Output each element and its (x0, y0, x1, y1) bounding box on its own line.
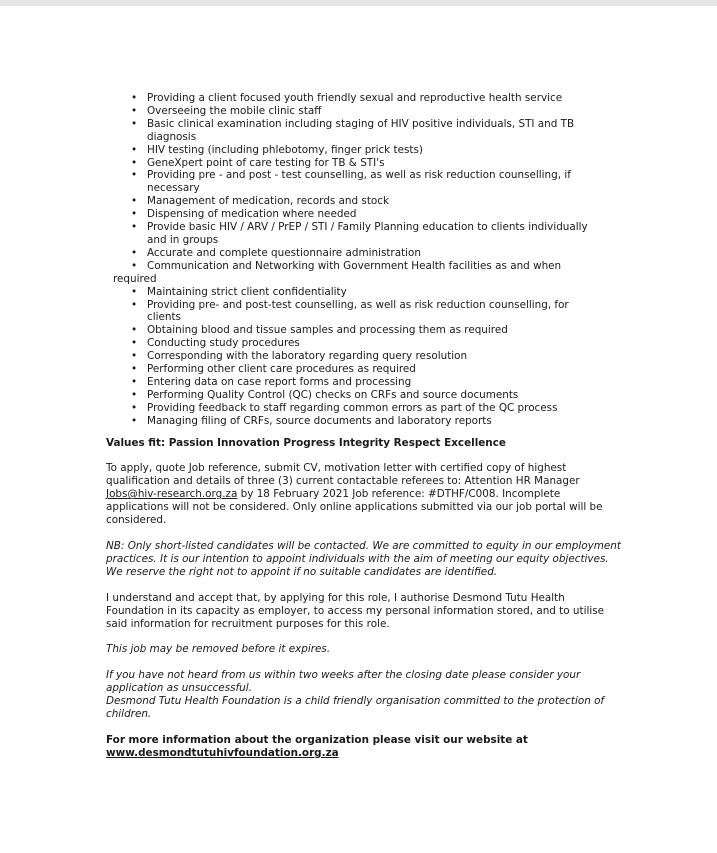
duty-item (106, 92, 626, 105)
bullet-icon: • (131, 337, 138, 350)
apply-text-before: To apply, quote Job reference, submit CV, motivation letter with certified copy of highest qualification and details of three (3) current contactable referees to: Attention HR Manager (106, 462, 580, 488)
duty-text: GeneXpert point of care testing for TB & STI's (147, 156, 385, 169)
duty-item (106, 144, 626, 157)
duty-text: Maintaining strict client confidentiality (147, 285, 347, 298)
nb-notice: NB: Only short-listed candidates will be contacted. We are committed to equity in our employment practices. It is our intention to appoint individuals with the aim of meeting our equity objectives. We reserve the right not to appoint if no suitable candidates are identified. (106, 540, 621, 578)
removal-notice: This job may be removed before it expires. (106, 643, 331, 656)
duty-item (106, 105, 626, 118)
duty-text-continued: diagnosis (147, 130, 197, 143)
job-document (106, 92, 626, 760)
more-info-text: For more information about the organization please visit our website at (106, 733, 528, 746)
bullet-icon: • (131, 143, 138, 156)
bullet-icon: • (131, 401, 138, 414)
duty-item (106, 195, 626, 208)
duty-item (106, 389, 626, 402)
duty-text: HIV testing (including phlebotomy, finger prick tests) (147, 143, 423, 156)
duty-text: Performing other client care procedures as required (147, 363, 416, 376)
duty-text: Corresponding with the laboratory regarding query resolution (147, 350, 468, 363)
duty-item (106, 286, 626, 299)
bullet-icon: • (131, 221, 138, 234)
bullet-icon: • (131, 324, 138, 337)
duty-text: Accurate and complete questionnaire administration (147, 246, 421, 259)
duty-text: Performing Quality Control (QC) checks on CRFs and source documents (147, 388, 519, 401)
bullet-icon: • (131, 92, 138, 104)
duty-text-continued: necessary (147, 182, 200, 195)
apply-text-after: by 18 February 2021 Job reference: #DTHF/C008. Incomplete applications will not be considered. Only online applications submitted via our job portal will be considered. (106, 488, 603, 527)
bullet-icon: • (131, 298, 138, 311)
duty-item (106, 221, 626, 247)
consent-statement: I understand and accept that, by applying for this role, I authorise Desmond Tutu Health Foundation in its capacity as employer, to access my personal information stored, and to utilise said information for recruitment purposes for this role. (106, 591, 605, 630)
duty-text: Providing pre- and post-test counselling, as well as risk reduction counselling, for (147, 298, 569, 311)
duty-text: Entering data on case report forms and processing (147, 375, 412, 388)
bullet-icon: • (131, 388, 138, 401)
not-heard-notice: If you have not heard from us within two weeks after the closing date please consider your application as unsuccessful. (106, 669, 581, 695)
duty-item (106, 169, 626, 195)
duty-text-continued: clients (147, 311, 181, 324)
bullet-icon: • (131, 259, 138, 272)
child-friendly-statement: Desmond Tutu Health Foundation is a child friendly organisation committed to the protection of children. (106, 695, 605, 721)
bullet-icon: • (131, 169, 138, 182)
apply-instructions (106, 462, 626, 527)
bullet-icon: • (131, 195, 138, 208)
duty-text: Providing pre - and post - test counselling, as well as risk reduction counselling, if (147, 169, 571, 182)
duty-text-continued: and in groups (147, 233, 219, 246)
duty-item (106, 208, 626, 221)
duty-text: Providing feedback to staff regarding common errors as part of the QC process (147, 401, 558, 414)
duty-item (106, 350, 626, 363)
bullet-icon: • (131, 363, 138, 376)
duty-item (106, 247, 626, 260)
duty-text: Basic clinical examination including staging of HIV positive individuals, STI and TB (147, 117, 575, 130)
duty-item (106, 402, 626, 415)
website-link[interactable]: www.desmondtutuhivfoundation.org.za (106, 746, 339, 759)
duty-item (106, 324, 626, 337)
bullet-icon: • (131, 285, 138, 298)
bullet-icon: • (131, 246, 138, 259)
duty-item (106, 260, 626, 286)
duty-text: Conducting study procedures (147, 337, 300, 350)
duties-list (106, 92, 626, 428)
duty-text: Providing a client focused youth friendly sexual and reproductive health service (147, 92, 563, 104)
more-info (106, 734, 626, 760)
duty-item (106, 337, 626, 350)
duty-item (106, 376, 626, 389)
duty-item (106, 415, 626, 428)
duty-item (106, 118, 626, 144)
bullet-icon: • (131, 375, 138, 388)
bullet-icon: • (131, 350, 138, 363)
top-bar (0, 0, 717, 6)
duty-item (106, 363, 626, 376)
bullet-icon: • (131, 104, 138, 117)
duty-item (106, 157, 626, 170)
values-fit: Values fit: Passion Innovation Progress Integrity Respect Excellence (106, 436, 506, 449)
hr-email-link[interactable]: Jobs@hiv-research.org.za (106, 488, 238, 501)
duty-text: Communication and Networking with Government Health facilities as and when (147, 259, 562, 272)
bullet-icon: • (131, 156, 138, 169)
duty-item (106, 299, 626, 325)
duty-text: Management of medication, records and stock (147, 195, 389, 208)
duty-text-continued: required (113, 272, 157, 285)
bullet-icon: • (131, 117, 138, 130)
duty-text: Overseeing the mobile clinic staff (147, 104, 322, 117)
duty-text: Provide basic HIV / ARV / PrEP / STI / Family Planning education to clients individually (147, 221, 588, 234)
bullet-icon: • (131, 414, 138, 427)
bullet-icon: • (131, 208, 138, 221)
duty-text: Managing filing of CRFs, source documents and laboratory reports (147, 414, 492, 427)
duty-text: Obtaining blood and tissue samples and processing them as required (147, 324, 508, 337)
duty-text: Dispensing of medication where needed (147, 208, 357, 221)
